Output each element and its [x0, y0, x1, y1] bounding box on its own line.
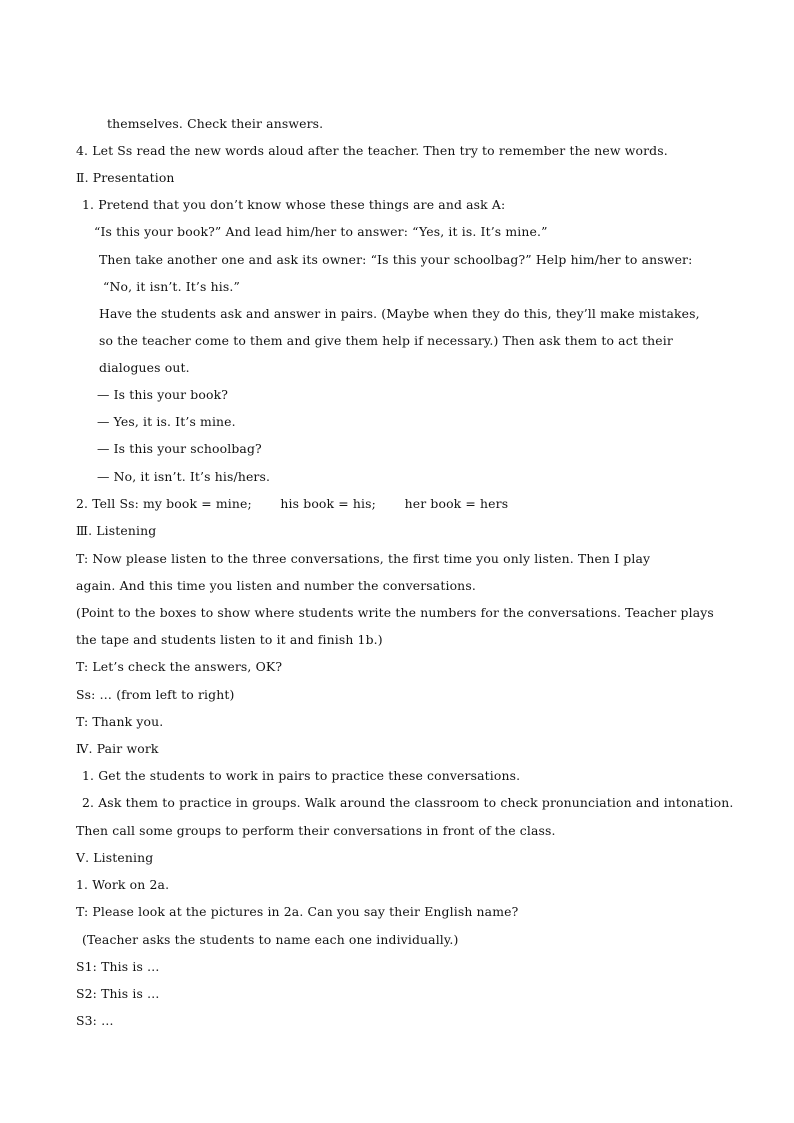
dialogue-line-4: — No, it isn’t. It’s his/hers. [97, 469, 271, 484]
line-20: the tape and students listen to it and finish 1b.) [76, 632, 383, 647]
section-heading-pair-work: Ⅳ. Pair work [76, 741, 159, 756]
line-7: “No, it isn’t. It’s his.” [103, 279, 240, 294]
section-heading-listening: Ⅲ. Listening [76, 523, 157, 538]
line-31: (Teacher asks the students to name each one individually.) [82, 932, 459, 947]
section-heading-presentation: Ⅱ. Presentation [76, 170, 175, 185]
line-8: Have the students ask and answer in pairs. (Maybe when they do this, they’ll make mistakes, [99, 306, 700, 321]
line-19: (Point to the boxes to show where students write the numbers for the conversations. Teacher plays [76, 605, 714, 620]
line-5: “Is this your book?” And lead him/her to answer: “Yes, it is. It’s mine.” [94, 224, 548, 239]
line-22: Ss: … (from left to right) [76, 687, 235, 702]
dialogue-line-3: — Is this your schoolbag? [97, 441, 262, 456]
line-34: S3: … [76, 1013, 114, 1028]
line-25: 1. Get the students to work in pairs to practice these conversations. [82, 768, 521, 783]
line-4: 1. Pretend that you don’t know whose these things are and ask A: [82, 197, 506, 212]
line-21: T: Let’s check the answers, OK? [76, 659, 283, 674]
line-2: 4. Let Ss read the new words aloud after the teacher. Then try to remember the new words. [76, 143, 668, 158]
line-29: 1. Work on 2a. [76, 877, 170, 892]
line-1: themselves. Check their answers. [107, 116, 324, 131]
dialogue-line-1: — Is this your book? [97, 387, 229, 402]
line-33: S2: This is … [76, 986, 160, 1001]
line-6: Then take another one and ask its owner: “Is this your schoolbag?” Help him/her to answer: [99, 252, 693, 267]
line-30: T: Please look at the pictures in 2a. Can you say their English name? [76, 904, 519, 919]
line-23: T: Thank you. [76, 714, 164, 729]
line-26: 2. Ask them to practice in groups. Walk around the classroom to check pronunciation and intonation. [82, 795, 734, 810]
line-10: dialogues out. [99, 360, 190, 375]
dialogue-line-2: — Yes, it is. It’s mine. [97, 414, 236, 429]
line-32: S1: This is … [76, 959, 160, 974]
line-18: again. And this time you listen and number the conversations. [76, 578, 476, 593]
section-heading-listening-2: Ⅴ. Listening [76, 850, 154, 865]
line-9: so the teacher come to them and give them help if necessary.) Then ask them to act their [99, 333, 673, 348]
line-17: T: Now please listen to the three conversations, the first time you only listen. Then I play [76, 551, 651, 566]
line-15: 2. Tell Ss: my book = mine; his book = his; her book = hers [76, 496, 509, 511]
line-27: Then call some groups to perform their conversations in front of the class. [76, 823, 556, 838]
